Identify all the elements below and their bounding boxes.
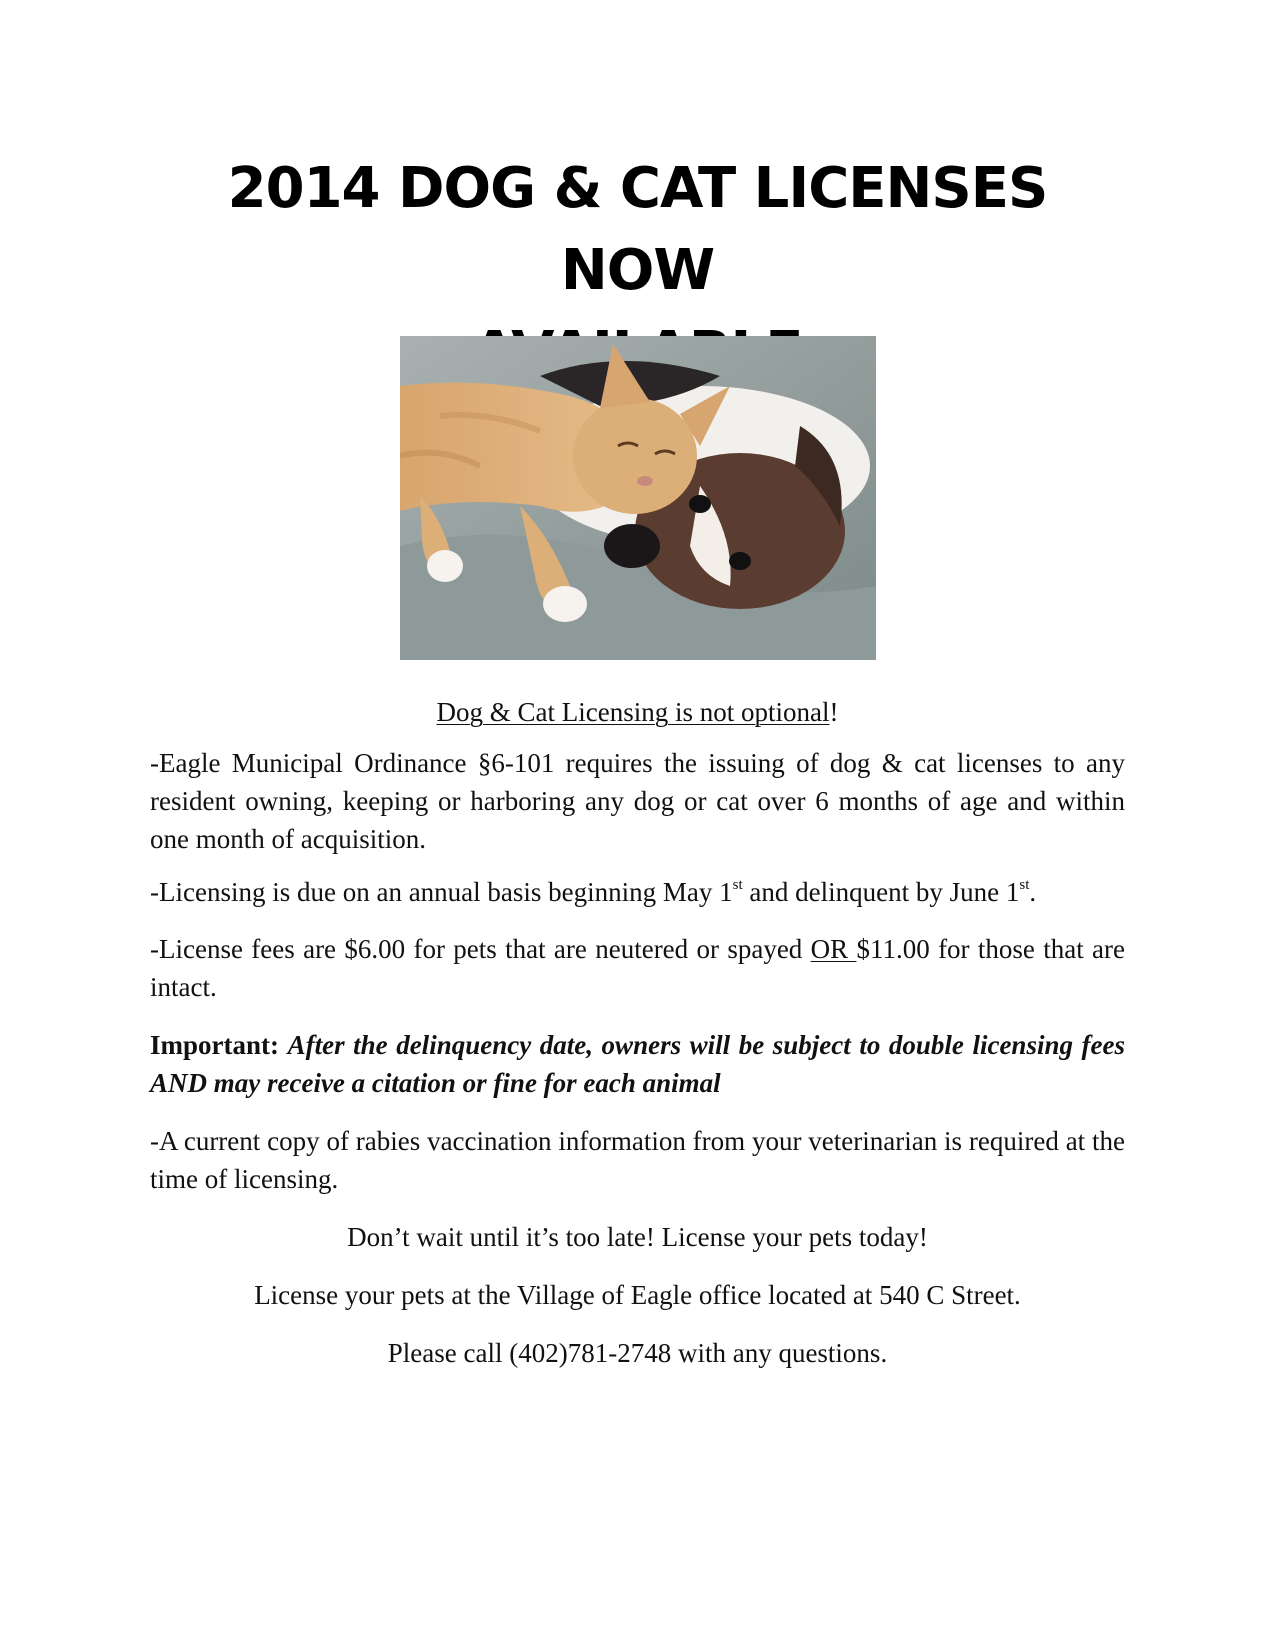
important-paragraph: [150, 1026, 1125, 1102]
closing-line-1: Don’t wait until it’s too late! License your pets today!: [347, 1222, 928, 1252]
fees-text-end: $11.00 for those that are intact.: [150, 934, 1125, 1002]
due-date-sup-2: st: [1019, 877, 1030, 893]
due-date-mid: and delinquent by June 1: [742, 877, 1020, 907]
important-label: Important:: [150, 1030, 279, 1060]
due-date-sup-1: st: [732, 877, 743, 893]
due-date-end: .: [1029, 877, 1037, 907]
closing-line-2: License your pets at the Village of Eagle office located at 540 C Street.: [254, 1280, 1021, 1310]
ordinance-paragraph: -Eagle Municipal Ordinance §6-101 requires the issuing of dog & cat licenses to any resident owning, keeping or harboring any dog or cat over 6 months of age and within one month of acquisition.: [150, 748, 1125, 854]
cat-and-dog-photo: [400, 336, 876, 660]
licensing-notice-suffix: !: [829, 697, 839, 727]
fees-text: -License fees are $6.00 for pets that are neutered or spayed: [150, 934, 811, 964]
important-text: After the delinquency date, owners will be subject to double licensing fees AND may receive a citation or fine for each animal: [150, 1030, 1126, 1098]
title-line-1: 2014 DOG & CAT LICENSES NOW: [227, 156, 1048, 303]
contact-phone-line: Please call (402)781-2748 with any questions.: [387, 1338, 888, 1368]
fees-paragraph: [150, 930, 1125, 1006]
rabies-paragraph: -A current copy of rabies vaccination information from your veterinarian is required at the time of licensing.: [150, 1126, 1125, 1194]
fees-or: OR: [810, 934, 857, 964]
licensing-notice-heading: [150, 693, 1125, 731]
licensing-notice-underlined: Dog & Cat Licensing is not optional: [436, 697, 830, 727]
due-date-text: -Licensing is due on an annual basis beginning May 1: [150, 877, 733, 907]
due-date-paragraph: [150, 873, 1125, 911]
